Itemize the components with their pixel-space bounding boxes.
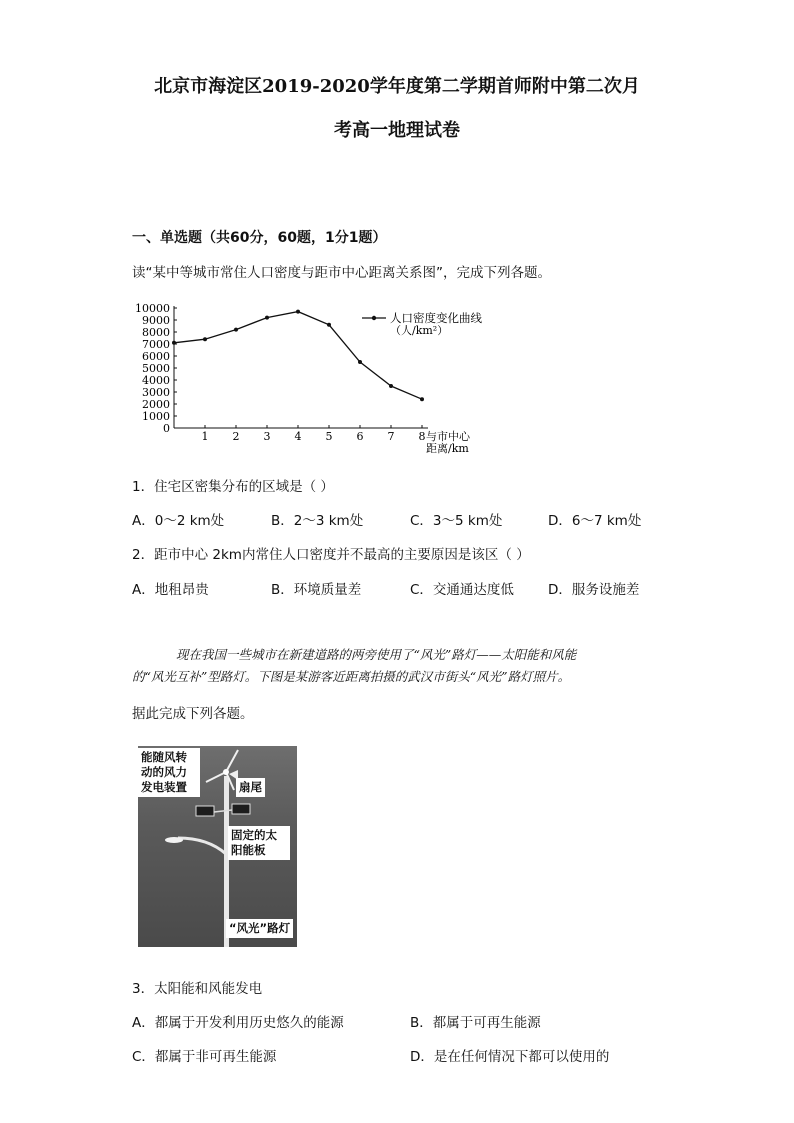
legend-marker (372, 316, 376, 320)
question-intro-2: 据此完成下列各题。 (132, 706, 254, 722)
question-2-option-d[interactable]: D．服务设施差 (548, 582, 640, 598)
y-tick-label: 2000 (142, 398, 170, 411)
legend-unit: （人/km²） (390, 324, 449, 337)
question-intro: 读“某中等城市常住人口密度与距市中心距离关系图”，完成下列各题。 (132, 265, 551, 281)
turbine-blade (226, 750, 238, 772)
y-tick-label: 7000 (142, 338, 170, 351)
y-tick-label: 5000 (142, 362, 170, 375)
data-point (420, 397, 424, 401)
data-point (327, 323, 331, 327)
x-tick-label: 1 (201, 430, 209, 443)
x-tick-label: 3 (263, 430, 271, 443)
y-tick-label: 9000 (142, 314, 170, 327)
wind-solar-lamp-photo (138, 746, 297, 947)
x-axis-label-line1: 与市中心 (426, 430, 470, 443)
question-2-option-c[interactable]: C．交通通达度低 (410, 582, 514, 598)
question-3-option-d[interactable]: D．是在任何情况下都可以使用的 (410, 1049, 610, 1065)
density-curve (174, 312, 422, 400)
lamp-head (165, 837, 183, 843)
y-tick-label: 1000 (142, 410, 170, 423)
x-tick-label: 4 (294, 430, 302, 443)
data-point (296, 310, 300, 314)
data-point (389, 384, 393, 388)
label-street-lamp: “风光”路灯 (226, 919, 293, 938)
y-tick-label: 10000 (135, 302, 170, 315)
section-heading: 一、单选题（共60分，60题，1分1题） (132, 230, 387, 246)
y-tick-label: 4000 (142, 374, 170, 387)
turbine-hub (223, 769, 229, 775)
question-1-option-a[interactable]: A．0～2 km处 (132, 513, 225, 529)
question-1-stem: 1．住宅区密集分布的区域是（ ） (132, 479, 334, 495)
question-2-option-a[interactable]: A．地租昂贵 (132, 582, 209, 598)
label-tail: 扇尾 (236, 778, 265, 797)
question-2-stem: 2．距市中心 2km内常住人口密度并不最高的主要原因是该区（ ） (132, 547, 530, 563)
solar-panel-left (196, 806, 214, 816)
question-3-stem: 3．太阳能和风能发电 (132, 981, 263, 997)
question-1-option-c[interactable]: C．3～5 km处 (410, 513, 503, 529)
turbine-blade (206, 772, 226, 782)
y-tick-label: 3000 (142, 386, 170, 399)
question-1-option-d[interactable]: D．6～7 km处 (548, 513, 642, 529)
question-3-option-a[interactable]: A．都属于开发利用历史悠久的能源 (132, 1015, 344, 1031)
label-solar-panel: 固定的太 阳能板 (228, 826, 290, 860)
solar-panel-right (232, 804, 250, 814)
y-tick-label: 6000 (142, 350, 170, 363)
data-point (358, 360, 362, 364)
x-tick-label: 7 (387, 430, 395, 443)
data-point (203, 337, 207, 341)
passage-line-1: 现在我国一些城市在新建道路的两旁使用了“风光”路灯——太阳能和风能 (176, 647, 577, 662)
x-axis-label-line2: 距离/km (426, 442, 469, 455)
passage-line-2: 的“风光互补”型路灯。下图是某游客近距离拍摄的武汉市街头“风光”路灯照片。 (132, 669, 571, 684)
question-3-option-b[interactable]: B．都属于可再生能源 (410, 1015, 541, 1031)
question-3-option-c[interactable]: C．都属于非可再生能源 (132, 1049, 277, 1065)
x-tick-label: 5 (325, 430, 333, 443)
y-tick-label: 8000 (142, 326, 170, 339)
data-point (172, 341, 176, 345)
x-tick-label: 6 (356, 430, 364, 443)
legend-label: 人口密度变化曲线 (390, 311, 482, 325)
y-tick-label: 0 (163, 422, 170, 435)
label-wind-generator: 能随风转 动的风力 发电装置 (138, 748, 200, 797)
x-tick-label: 2 (232, 430, 240, 443)
question-1-option-b[interactable]: B．2～3 km处 (271, 513, 364, 529)
page-title-line2: 考高一地理试卷 (334, 120, 460, 141)
data-point (234, 328, 238, 332)
x-tick-label: 8 (418, 430, 426, 443)
data-point (265, 316, 269, 320)
question-2-option-b[interactable]: B．环境质量差 (271, 582, 362, 598)
lamp-arm (178, 838, 226, 854)
population-density-chart (128, 296, 498, 458)
page-title: 北京市海淀区2019-2020学年度第二学期首师附中第二次月 (154, 76, 640, 97)
